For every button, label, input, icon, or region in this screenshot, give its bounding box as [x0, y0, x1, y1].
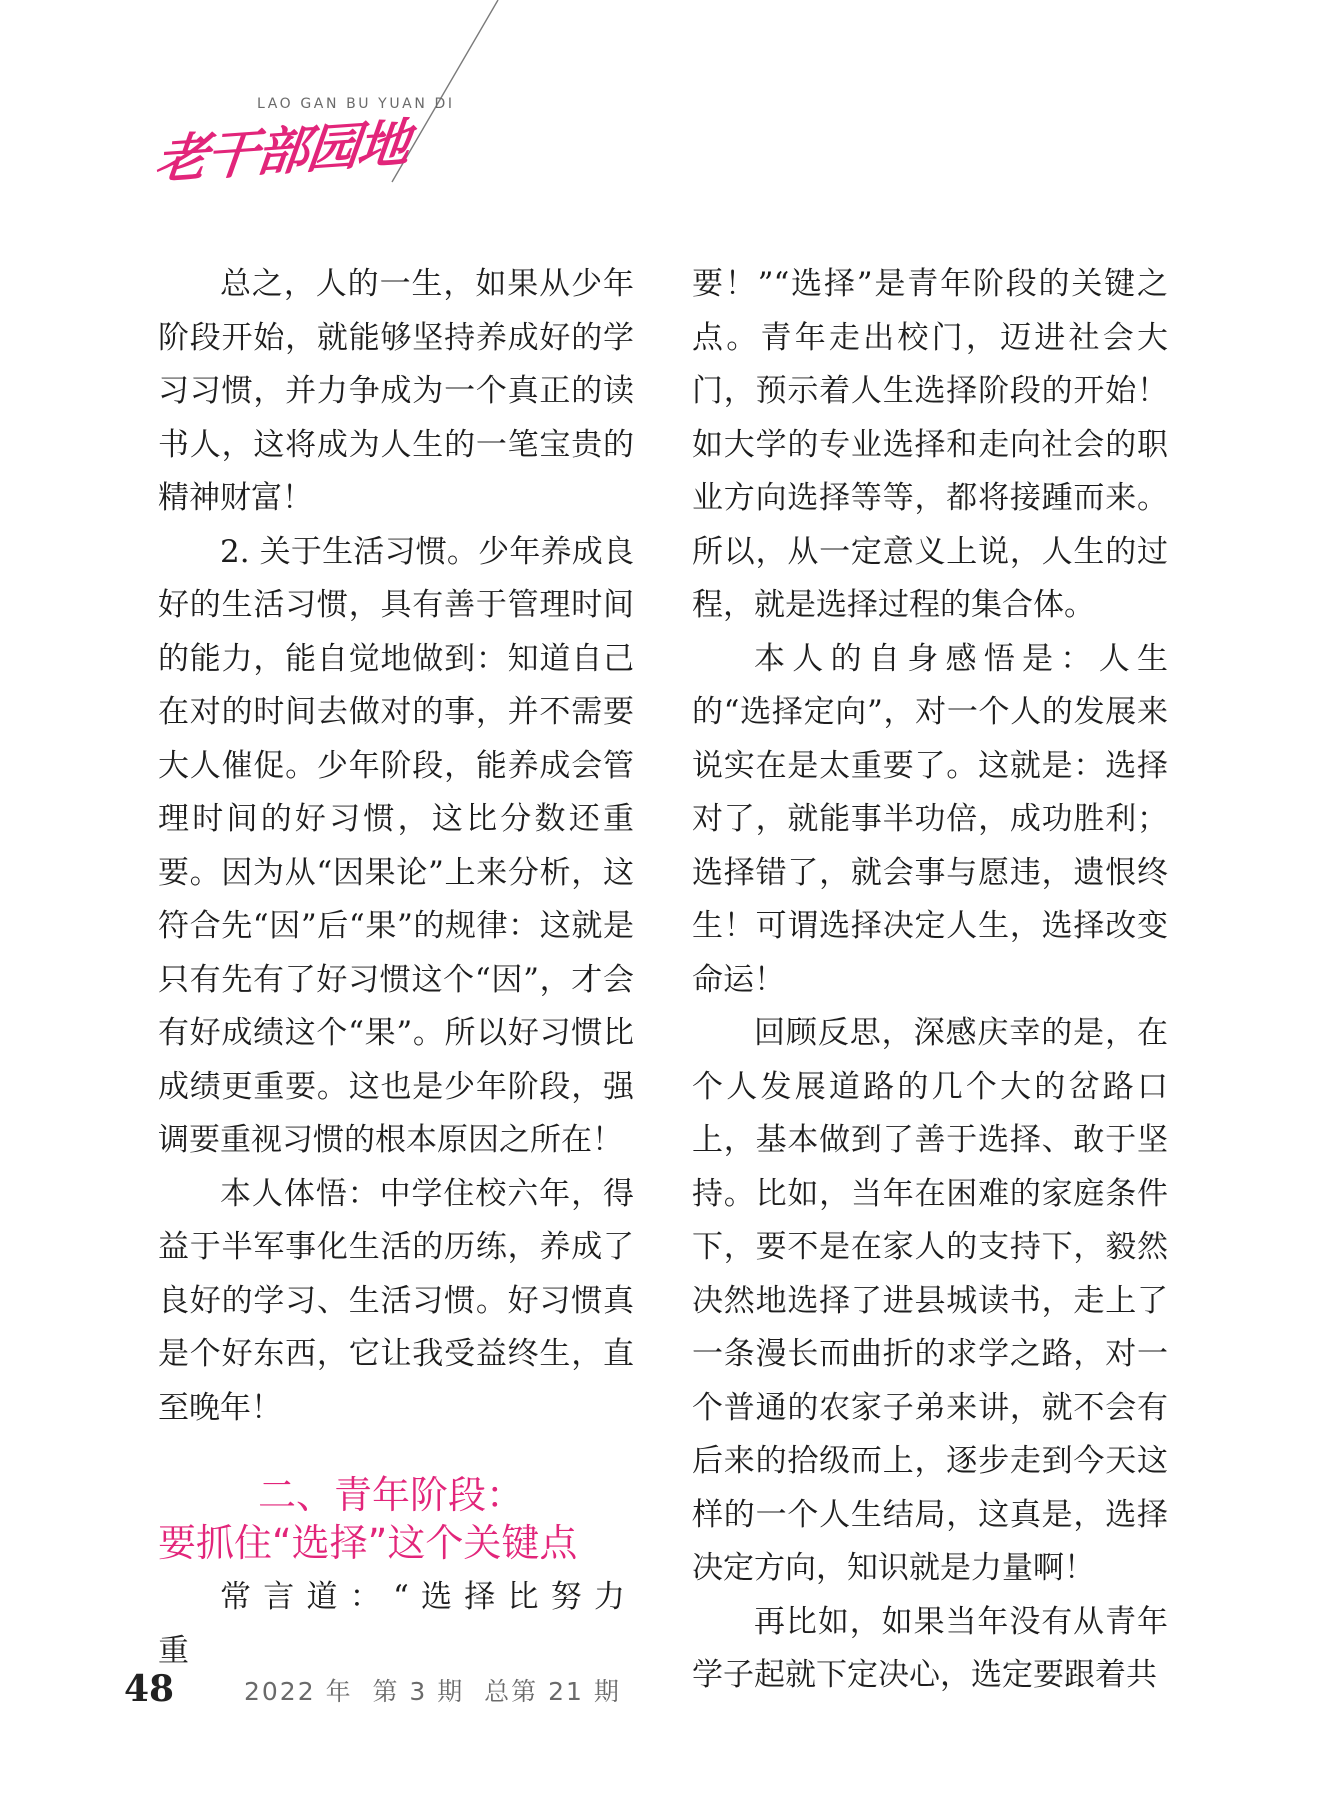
paragraph: 常言道：“选择比努力重: [158, 1579, 634, 1669]
section-heading-line-1: 二、青年阶段：: [258, 1473, 525, 1517]
right-text-column: [692, 258, 1168, 1703]
issue-info: 2022 年 第 3 期 总第 21 期: [244, 1677, 621, 1706]
page-number: 48: [124, 1668, 175, 1710]
magazine-header: [0, 0, 560, 210]
paragraph: 总之，人的一生，如果从少年阶段开始，就能够坚持养成好的学习习惯，并力争成为一个真正的读书人，这将成为人生的一笔宝贵的精神财富！: [158, 266, 634, 516]
paragraph: 2. 关于生活习惯。少年养成良好的生活习惯，具有善于管理时间的能力，能自觉地做到：知道自己在对的时间去做对的事，并不需要大人催促。少年阶段，能养成会管理时间的好习惯，这比分数还重要。因为从“因果论”上来分析，这符合先“因”后“果”的规律：这就是只有先有了好习惯这个“因”，才会有好成绩这个“果”。所以好习惯比成绩更重要。这也是少年阶段，强调要重视习惯的根本原因之所在！: [158, 533, 634, 1158]
column-pinyin: LAO GAN BU YUAN DI: [257, 96, 455, 112]
page-footer: [0, 1668, 1323, 1728]
column-brand-title: 老干部园地: [152, 112, 412, 192]
paragraph: 再比如，如果当年没有从青年学子起就下定决心，选定要跟着共: [692, 1603, 1168, 1693]
paragraph: 本人的自身感悟是：人生的“选择定向”，对一个人的发展来说实在是太重要了。这就是：选择对了，就能事半功倍，成功胜利；选择错了，就会事与愿违，遗恨终生！可谓选择决定人生，选择改变命运！: [692, 640, 1168, 998]
section-heading-line-2: 要抓住“选择”这个关键点: [158, 1521, 578, 1565]
paragraph-continued: 要！”“选择”是青年阶段的关键之点。青年走出校门，迈进社会大门，预示着人生选择阶段的开始！如大学的专业选择和走向社会的职业方向选择等等，都将接踵而来。所以，从一定意义上说，人生的过程，就是选择过程的集合体。: [692, 266, 1168, 623]
paragraph: 本人体悟：中学住校六年，得益于半军事化生活的历练，养成了良好的学习、生活习惯。好习惯真是个好东西，它让我受益终生，直至晚年！: [158, 1175, 634, 1426]
left-text-column: [158, 258, 634, 1678]
section-heading: [158, 1471, 634, 1567]
paragraph: 回顾反思，深感庆幸的是，在个人发展道路的几个大的岔路口上，基本做到了善于选择、敢于坚持。比如，当年在困难的家庭条件下，要不是在家人的支持下，毅然决然地选择了进县城读书，走上了一条漫长而曲折的求学之路，对一个普通的农家子弟来讲，就不会有后来的拾级而上，逐步走到今天这样的一个人生结局，这真是，选择决定方向，知识就是力量啊！: [692, 1015, 1168, 1586]
